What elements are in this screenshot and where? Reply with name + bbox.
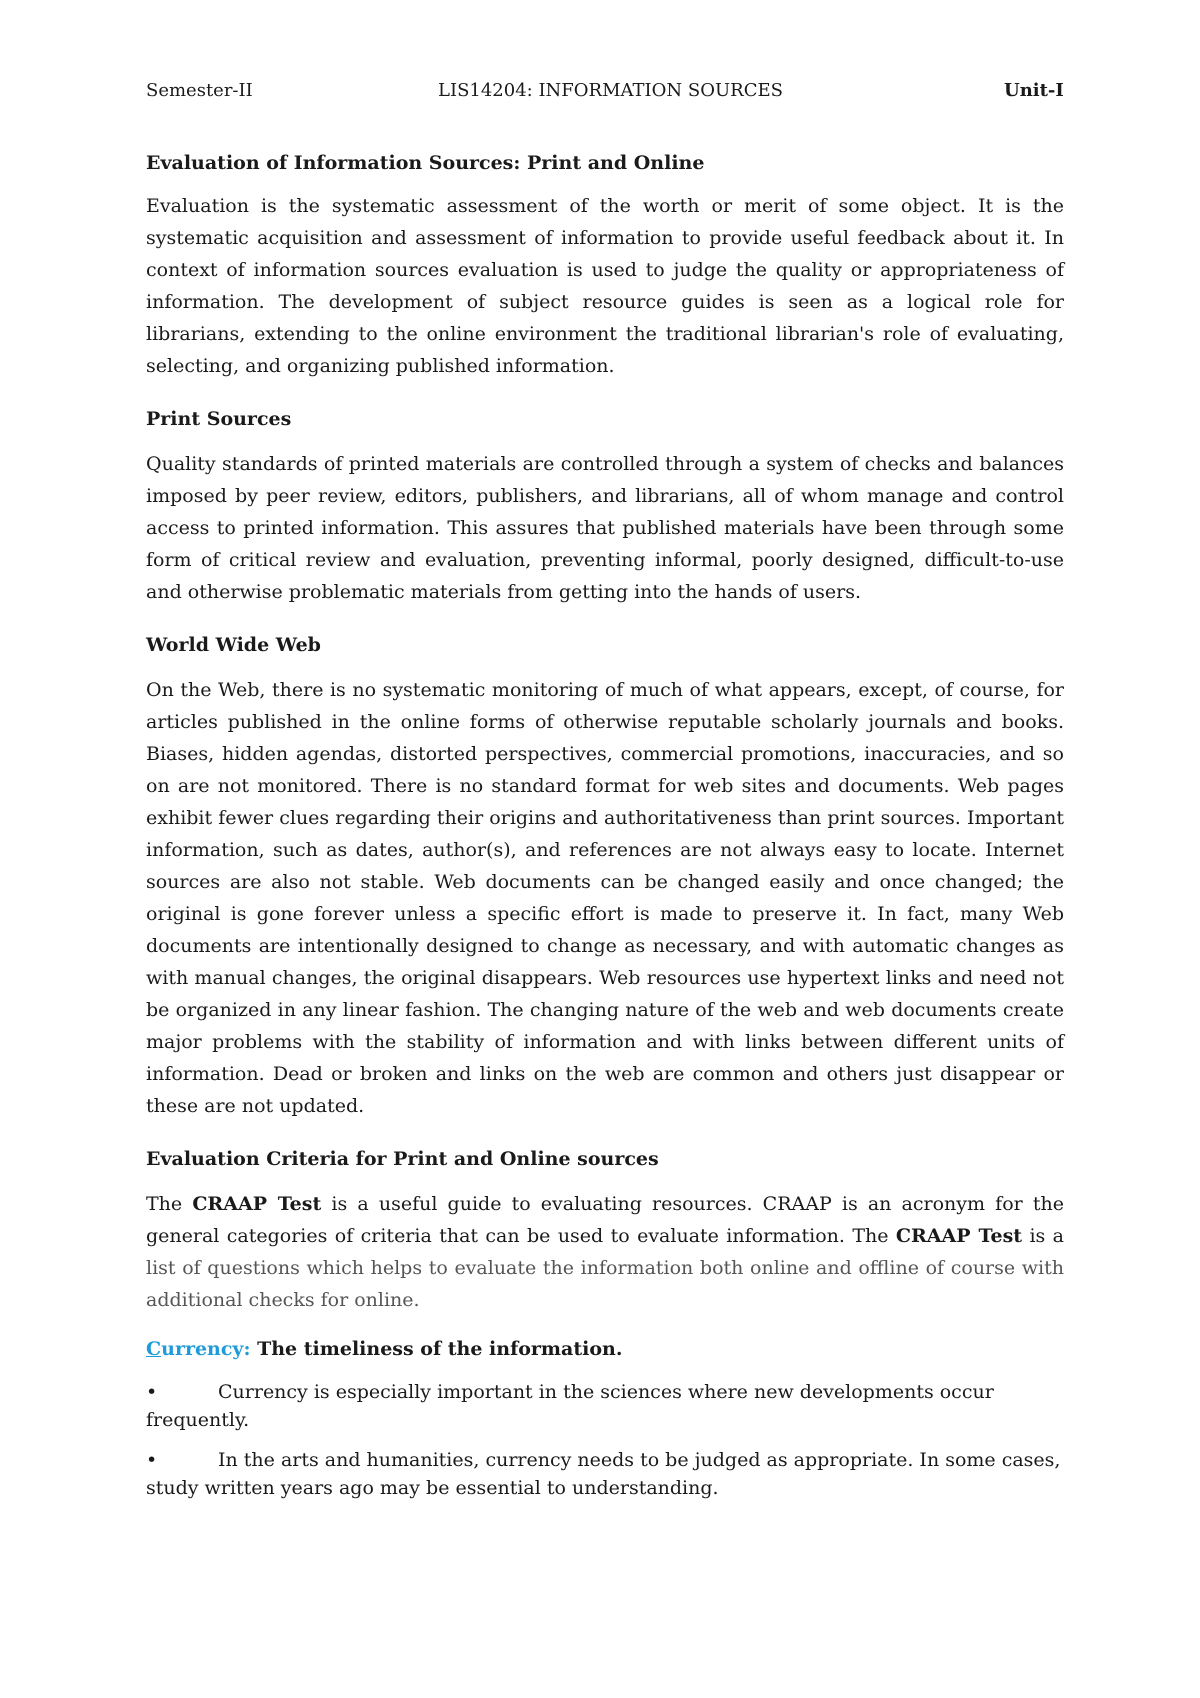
currency-heading (146, 1338, 1064, 1360)
www-paragraph: On the Web, there is no systematic monitoring of much of what appears, except, of course, for articles published in the online forms of otherwise reputable scholarly journals and books. Biases, hidden agendas, distorted perspectives, commercial promotions, inaccuracies, and so on are not monitored. There is no standard format for web sites and documents. Web pages exhibit fewer clues regarding their origins and authoritativeness than print sources. Important information, such as dates, author(s), and references are not always easy to locate. Internet sources are also not stable. Web documents can be changed easily and once changed; the original is gone forever unless a specific effort is made to preserve it. In fact, many Web documents are intentionally designed to change as necessary, and with automatic changes as with manual changes, the original disappears. Web resources use hypertext links and need not be organized in any linear fashion. The changing nature of the web and web documents create major problems with the stability of information and with links between different units of information. Dead or broken and links on the web are common and others just disappear or these are not updated. (146, 679, 1064, 1117)
header-semester: Semester-II (146, 80, 253, 101)
document-title: Evaluation of Information Sources: Print and Online (146, 152, 705, 174)
print-sources-heading: Print Sources (146, 408, 292, 430)
currency-link-rest: urrency: (161, 1338, 251, 1360)
list-item (146, 1446, 1064, 1502)
list-item (146, 1378, 1064, 1434)
bullet-icon: • (146, 1449, 158, 1471)
criteria-heading: Evaluation Criteria for Print and Online sources (146, 1148, 659, 1170)
document-page (146, 80, 1064, 1514)
intro-paragraph: Evaluation is the systematic assessment of the worth or merit of some object. It is the systematic acquisition and assessment of information to provide useful feedback about it. In context of information sources evaluation is used to judge the quality or appropriateness of information. The development of subject resource guides is seen as a logical role for librarians, extending to the online environment the traditional librarian's role of evaluating, selecting, and organizing published information. (146, 195, 1064, 377)
bullet-text: In the arts and humanities, currency needs to be judged as appropriate. In some cases, study written years ago may be essential to understanding. (146, 1449, 1061, 1499)
criteria-text-1: The (146, 1193, 193, 1215)
page-header (146, 80, 1064, 108)
currency-bullet-list (146, 1378, 1064, 1502)
www-heading: World Wide Web (146, 634, 321, 656)
currency-link-initial: C (146, 1338, 162, 1360)
bullet-icon: • (146, 1381, 158, 1403)
criteria-text-2: is a useful guide to evaluating resources. CRAAP is an acronym for the general categories of criteria that can be used to evaluate information. The (146, 1193, 1064, 1247)
criteria-paragraph (146, 1188, 1064, 1316)
craap-term-2: CRAAP Test (895, 1225, 1023, 1247)
currency-link[interactable] (146, 1338, 250, 1360)
currency-heading-text: The timeliness of the information. (250, 1338, 623, 1360)
header-unit: Unit-I (1004, 80, 1064, 101)
bullet-text: Currency is especially important in the sciences where new developments occur frequently. (146, 1381, 994, 1431)
criteria-text-4: list of questions which helps to evaluate the information both online and offline of course with additional checks for online. (146, 1257, 1064, 1311)
criteria-text-3: is a (1022, 1225, 1064, 1247)
print-sources-paragraph: Quality standards of printed materials are controlled through a system of checks and balances imposed by peer review, editors, publishers, and librarians, all of whom manage and control access to printed information. This assures that published materials have been through some form of critical review and evaluation, preventing informal, poorly designed, difficult-to-use and otherwise problematic materials from getting into the hands of users. (146, 453, 1064, 603)
header-course: LIS14204: INFORMATION SOURCES (438, 80, 783, 101)
craap-term-1: CRAAP Test (192, 1193, 322, 1215)
